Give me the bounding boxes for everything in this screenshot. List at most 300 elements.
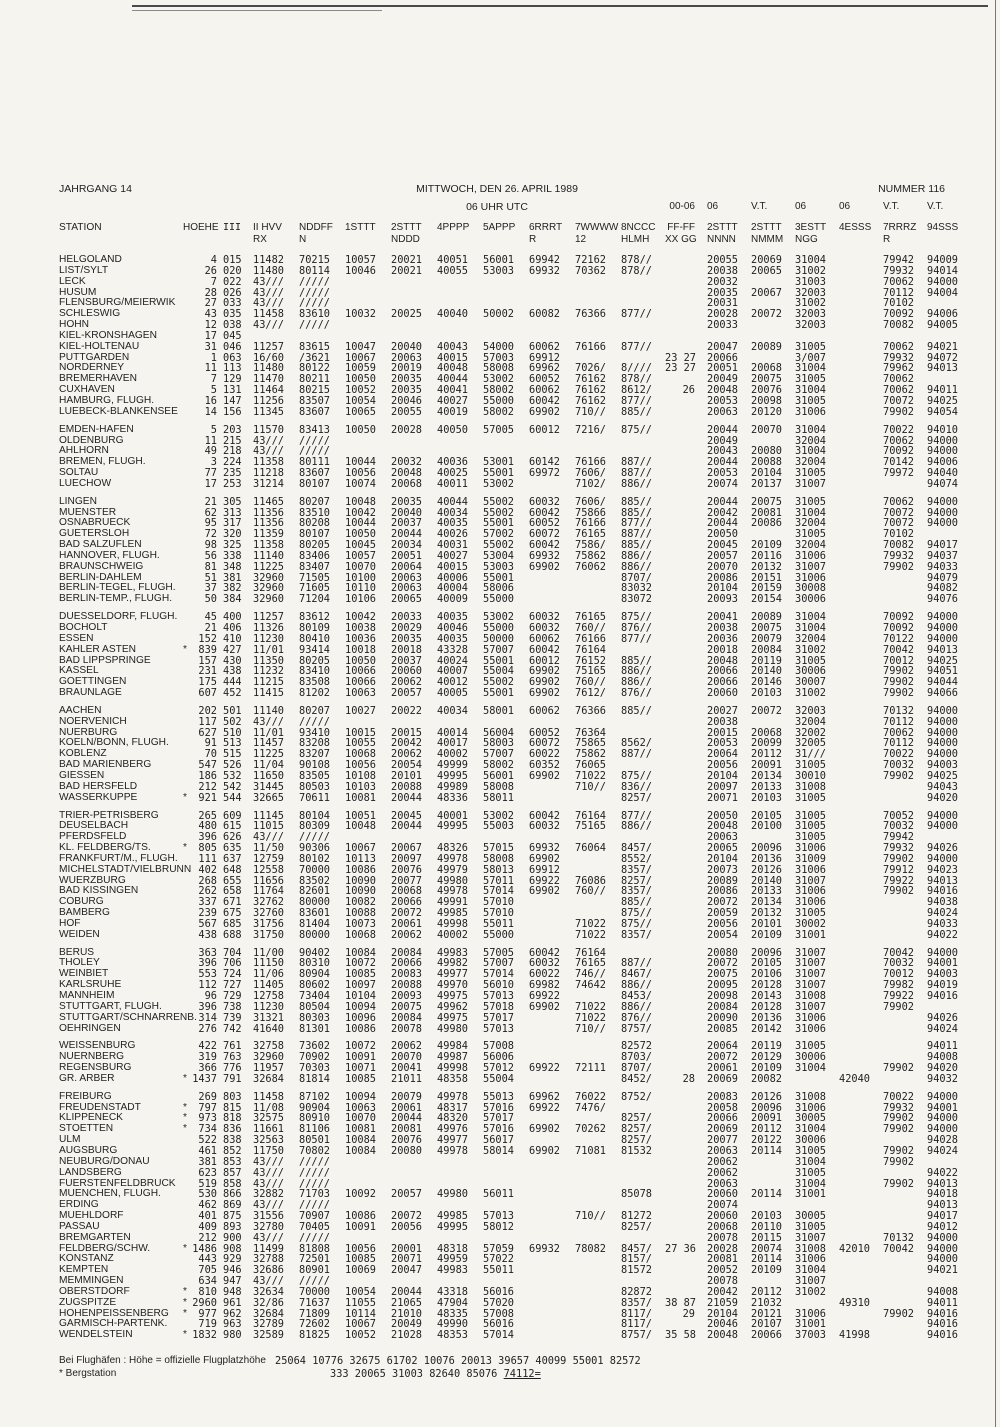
- synop-group: [527, 908, 573, 919]
- synop-group: 10085: [345, 1072, 376, 1085]
- climate-group: 42040: [839, 1072, 870, 1085]
- climate-group: [749, 1157, 793, 1168]
- climate-group: 49310: [839, 1296, 870, 1309]
- table-row: [57, 930, 969, 941]
- synop-group: 40015: [437, 560, 468, 573]
- climate-group: [837, 688, 881, 699]
- climate-group: 79972: [883, 467, 914, 480]
- wind-extreme-group: [665, 991, 705, 1002]
- synop-group: 69902: [529, 676, 560, 689]
- synop-group: 60052: [529, 726, 560, 739]
- code-line-2: [330, 1368, 541, 1380]
- synop-group: [389, 277, 435, 288]
- synop-group: 58008: [483, 852, 514, 865]
- synop-group: 80000: [299, 896, 330, 909]
- climate-group: 31002: [795, 643, 826, 656]
- synop-group: 49970: [437, 979, 468, 992]
- synop-group: 75865: [575, 737, 606, 750]
- station-height: 11: [204, 362, 217, 375]
- synop-group: [389, 1233, 435, 1244]
- climate-group: 20044: [707, 423, 738, 436]
- station-name: WENDELSTEIN: [59, 1329, 133, 1341]
- climate-group: 70062: [883, 434, 914, 447]
- station-name: ERDING: [59, 1199, 99, 1211]
- climate-group: 31006: [795, 1307, 826, 1320]
- synop-group: [435, 1168, 481, 1179]
- wind-extreme-group: [665, 457, 705, 468]
- climate-group: 20077: [707, 1134, 738, 1147]
- synop-group: 31321: [253, 1011, 284, 1024]
- synop-group: [389, 436, 435, 447]
- climate-group: 20122: [751, 1134, 782, 1147]
- wind-extreme-group: [665, 425, 705, 436]
- synop-group: [343, 717, 389, 728]
- climate-group: 20031: [707, 297, 738, 310]
- climate-group: 20038: [707, 715, 738, 728]
- synop-group: [527, 1233, 573, 1244]
- synop-group: 10050: [345, 423, 376, 436]
- station-id: 502: [223, 715, 242, 728]
- synop-group: 49980: [437, 1022, 468, 1035]
- synop-group: 40036: [437, 456, 468, 469]
- climate-group: 70112: [883, 737, 914, 750]
- climate-group: 20114: [751, 1188, 782, 1201]
- bergstation-marker: [183, 1013, 191, 1024]
- climate-group: 94012: [927, 1220, 958, 1233]
- station-name: KIEL-HOLTENAU: [59, 340, 140, 352]
- synop-group: 81808: [299, 1242, 330, 1255]
- climate-group: 20096: [751, 1101, 782, 1114]
- wind-extreme-group: [665, 1103, 705, 1114]
- climate-group: [749, 320, 793, 331]
- table-row: [57, 288, 969, 299]
- climate-group: 20081: [751, 506, 782, 519]
- climate-group: 20143: [751, 990, 782, 1002]
- climate-group: 79912: [883, 863, 914, 876]
- bergstation-marker: [183, 1233, 191, 1244]
- station-height: 719: [198, 1318, 217, 1331]
- climate-group: 94074: [927, 477, 958, 490]
- climate-group: [837, 738, 881, 749]
- climate-group: 31005: [795, 394, 826, 407]
- station-id: 838: [223, 1134, 242, 1147]
- synop-group: 80410: [299, 632, 330, 645]
- col-header-obs-group: II HVV: [253, 222, 282, 233]
- station-name: EMDEN-HAFEN: [59, 423, 134, 435]
- climate-group: [881, 1287, 925, 1298]
- synop-group: 8257/: [621, 1220, 652, 1233]
- climate-group: 94037: [927, 549, 958, 562]
- wind-extreme-group: [665, 1157, 705, 1168]
- climate-group: 70062: [883, 275, 914, 288]
- climate-group: [881, 1189, 925, 1200]
- station-id: 706: [223, 957, 242, 970]
- station-name: BRAUNSCHWEIG: [59, 560, 144, 572]
- synop-group: 80504: [299, 1000, 330, 1013]
- bergstation-marker: [183, 1024, 191, 1035]
- station-name: HANNOVER, FLUGH.: [59, 549, 160, 561]
- bergstation-marker: *: [183, 1112, 187, 1124]
- synop-group: 69902: [529, 665, 560, 678]
- climate-group: 31004: [795, 423, 826, 436]
- table-row: [57, 594, 969, 605]
- col-subheader-obs-group: [343, 234, 389, 246]
- station-name: LINGEN: [59, 495, 97, 507]
- synop-group: 69932: [529, 842, 560, 855]
- synop-group: 56004: [483, 726, 514, 739]
- synop-group: 40011: [437, 477, 468, 490]
- synop-group: [343, 320, 389, 331]
- climate-group: [837, 540, 881, 551]
- synop-group: 20044: [391, 791, 422, 804]
- climate-group: 20119: [751, 1040, 782, 1053]
- climate-group: 32004: [795, 434, 826, 447]
- climate-group: 94000: [927, 275, 958, 288]
- climate-group: 94026: [927, 842, 958, 855]
- synop-group: 58008: [483, 780, 514, 793]
- synop-group: 10056: [345, 1242, 376, 1255]
- bergstation-marker: [183, 908, 191, 919]
- synop-group: 71637: [299, 1296, 330, 1309]
- bergstation-marker: [183, 623, 191, 634]
- station-name: AHLHORN: [59, 445, 109, 457]
- climate-group: 79902: [883, 769, 914, 782]
- station-group: [57, 811, 969, 941]
- station-group: [57, 425, 969, 490]
- synop-group: 83507: [299, 394, 330, 407]
- station-id: 866: [223, 1188, 242, 1201]
- wind-extreme-group: [665, 1146, 705, 1157]
- climate-group: 20136: [751, 852, 782, 865]
- bergstation-marker: [183, 353, 191, 364]
- synop-group: 69902: [529, 769, 560, 782]
- climate-group: 70092: [883, 611, 914, 624]
- station-height: 212: [198, 1231, 217, 1244]
- bergstation-marker: [183, 363, 191, 374]
- synop-group: 10081: [345, 791, 376, 804]
- wind-extreme-group: [665, 1002, 705, 1013]
- table-row: [57, 309, 969, 320]
- bergstation-marker: [183, 583, 191, 594]
- climate-group: 37003: [795, 1329, 826, 1342]
- climate-group: [881, 1211, 925, 1222]
- climate-group: [837, 886, 881, 897]
- synop-group: 10067: [345, 1318, 376, 1331]
- synop-group: 76164: [575, 643, 606, 656]
- climate-group: 20072: [751, 704, 782, 717]
- climate-group: 20032: [707, 275, 738, 288]
- station-height: 409: [198, 1220, 217, 1233]
- synop-group: [481, 717, 527, 728]
- climate-group: [837, 396, 881, 407]
- col-header-obs-group: 1STTT: [345, 222, 376, 233]
- synop-group: 80309: [299, 820, 330, 833]
- synop-group: 885//: [621, 506, 652, 519]
- synop-group: [527, 1041, 573, 1052]
- synop-group: [527, 1319, 573, 1330]
- climate-group: [837, 1024, 881, 1035]
- synop-group: 10084: [345, 946, 376, 959]
- synop-group: 60012: [529, 654, 560, 667]
- synop-group: 12759: [253, 852, 284, 865]
- synop-group: [481, 288, 527, 299]
- station-id: 675: [223, 907, 242, 920]
- synop-group: 760//: [575, 676, 606, 689]
- bergstation-marker: [183, 255, 191, 266]
- synop-group: [343, 277, 389, 288]
- climate-group: 31007: [795, 979, 826, 992]
- synop-group: 40014: [437, 726, 468, 739]
- climate-group: 79902: [883, 1123, 914, 1136]
- synop-group: 58011: [483, 791, 514, 804]
- climate-group: 20028: [707, 1242, 738, 1255]
- col-header-hoehe: HOEHE: [183, 222, 219, 233]
- climate-group: 94017: [927, 539, 958, 552]
- station-id: 022: [223, 275, 242, 288]
- synop-group: [527, 583, 573, 594]
- synop-group: 82572: [621, 1040, 652, 1053]
- station-height: 31: [204, 340, 217, 353]
- synop-group: 83410: [299, 665, 330, 678]
- climate-group: 70112: [883, 286, 914, 299]
- table-row: [57, 688, 969, 699]
- station-name: MANNHEIM: [59, 990, 115, 1001]
- climate-group: 79902: [883, 405, 914, 418]
- bergstation-marker: [183, 562, 191, 573]
- climate-group: 20132: [751, 907, 782, 920]
- station-height: 401: [198, 1210, 217, 1223]
- synop-group: 11482: [253, 254, 284, 266]
- climate-group: 31006: [795, 549, 826, 562]
- wind-extreme-group: 29: [682, 1307, 695, 1320]
- climate-group: 20054: [707, 928, 738, 941]
- climate-group: [837, 1157, 881, 1168]
- synop-group: 57007: [483, 748, 514, 761]
- synop-group: 20062: [391, 1040, 422, 1053]
- climate-group: 31005: [795, 791, 826, 804]
- climate-group: [881, 1265, 925, 1276]
- bergstation-marker: [183, 342, 191, 353]
- synop-group: [573, 573, 619, 584]
- climate-group: 94006: [927, 308, 958, 321]
- climate-group: 20126: [751, 863, 782, 876]
- synop-group: 58002: [483, 759, 514, 772]
- synop-group: 40035: [437, 611, 468, 624]
- climate-group: 79932: [883, 1101, 914, 1114]
- synop-group: [527, 793, 573, 804]
- col-subheader-obs-group: NDDD: [391, 234, 420, 245]
- col-header-obs-group: 7WWWW: [575, 222, 619, 233]
- synop-group: 20070: [391, 1051, 422, 1064]
- wind-extreme-group: [665, 930, 705, 941]
- synop-group: 20072: [391, 907, 422, 920]
- station-name: THOLEY: [59, 957, 100, 969]
- climate-group: 79932: [883, 264, 914, 277]
- climate-group: 94001: [927, 1101, 958, 1114]
- synop-group: 80205: [299, 654, 330, 667]
- climate-group: 94000: [927, 611, 958, 624]
- synop-group: 10103: [345, 780, 376, 793]
- climate-group: 20078: [707, 1231, 738, 1244]
- synop-group: [527, 782, 573, 793]
- climate-group: 31001: [795, 1318, 826, 1331]
- synop-group: 10085: [345, 1253, 376, 1266]
- synop-group: 40002: [437, 748, 468, 761]
- climate-group: [837, 1113, 881, 1124]
- station-height: 553: [198, 968, 217, 981]
- synop-group: 49977: [437, 968, 468, 981]
- station-id: 704: [223, 946, 242, 959]
- station-name: BERLIN-TEMP., FLUGH.: [59, 593, 173, 605]
- station-id: 452: [223, 687, 242, 700]
- scan-edge-top-2: [132, 10, 382, 11]
- synop-group: 11405: [253, 979, 284, 992]
- synop-group: 81825: [299, 1329, 330, 1342]
- synop-group: 43318: [437, 1285, 468, 1298]
- station-name: STUTTGART, FLUGH.: [59, 1000, 162, 1012]
- synop-group: 10044: [345, 456, 376, 469]
- synop-group: /////: [299, 831, 330, 844]
- climate-group: 20044: [707, 517, 738, 530]
- synop-group: 20076: [391, 863, 422, 876]
- synop-group: 877//: [621, 809, 652, 822]
- synop-group: 10068: [345, 928, 376, 941]
- synop-group: 49995: [437, 769, 468, 782]
- synop-group: 20040: [391, 340, 422, 353]
- synop-group: [573, 1179, 619, 1190]
- synop-group: [619, 1233, 665, 1244]
- synop-group: [389, 717, 435, 728]
- climate-group: [837, 677, 881, 688]
- station-id: 015: [223, 254, 242, 266]
- synop-group: 886//: [621, 820, 652, 833]
- synop-group: 886//: [621, 665, 652, 678]
- synop-group: 72501: [299, 1253, 330, 1266]
- synop-group: 40012: [437, 676, 468, 689]
- synop-group: 11232: [253, 665, 284, 678]
- synop-group: 10052: [345, 1329, 376, 1342]
- climate-group: [837, 843, 881, 854]
- climate-group: 94025: [927, 394, 958, 407]
- station-height: 26: [204, 264, 217, 277]
- station-height: 5: [210, 384, 217, 397]
- synop-group: 60032: [529, 495, 560, 508]
- station-name: AACHEN: [59, 704, 102, 716]
- station-id: 908: [223, 1242, 242, 1255]
- synop-group: 10100: [345, 571, 376, 584]
- station-id: 791: [223, 1072, 242, 1085]
- station-id: 836: [223, 1123, 242, 1136]
- col-subheader-climate-group: NGG: [795, 234, 818, 245]
- bergstation-marker: [183, 717, 191, 728]
- synop-group: 55011: [483, 917, 514, 930]
- climate-group: 94051: [927, 665, 958, 678]
- synop-group: 57016: [483, 1123, 514, 1136]
- climate-group: 20041: [707, 611, 738, 624]
- synop-group: 56001: [483, 254, 514, 266]
- station-id: 046: [223, 340, 242, 353]
- climate-group: 21059: [707, 1296, 738, 1309]
- synop-group: 40005: [437, 687, 468, 700]
- synop-group: 11415: [253, 687, 284, 700]
- climate-group: 94040: [927, 467, 958, 480]
- climate-group: 20018: [707, 643, 738, 656]
- synop-group: [573, 594, 619, 605]
- synop-group: 83072: [621, 593, 652, 606]
- climate-group: 20070: [707, 560, 738, 573]
- station-name: NOERVENICH: [59, 715, 127, 727]
- table-row: [57, 1092, 969, 1103]
- climate-group: 79902: [883, 1112, 914, 1125]
- synop-group: 90402: [299, 946, 330, 959]
- climate-group: 20048: [707, 820, 738, 833]
- climate-group: 20066: [751, 1329, 782, 1342]
- climate-group: 94010: [927, 423, 958, 436]
- station-name: BREMEN, FLUGH.: [59, 456, 146, 468]
- synop-group: 32788: [253, 1253, 284, 1266]
- synop-group: 20042: [391, 737, 422, 750]
- synop-group: 32960: [253, 593, 284, 606]
- climate-group: 20082: [751, 1072, 782, 1085]
- station-height: 567: [198, 917, 217, 930]
- wind-extreme-group: [665, 677, 705, 688]
- synop-group: 10066: [345, 665, 376, 678]
- station-id: 313: [223, 506, 242, 519]
- climate-group: 31004: [795, 1177, 826, 1190]
- station-height: 91: [204, 737, 217, 750]
- bergstation-marker: [183, 706, 191, 717]
- synop-group: 20077: [391, 874, 422, 887]
- synop-group: 57015: [483, 842, 514, 855]
- synop-group: 73404: [299, 990, 330, 1002]
- synop-group: 20065: [391, 593, 422, 606]
- synop-group: 10074: [345, 477, 376, 490]
- climate-group: [837, 497, 881, 508]
- station-name: GARMISCH-PARTENK.: [59, 1318, 168, 1330]
- climate-group: 20129: [751, 1051, 782, 1064]
- climate-group: 31004: [795, 254, 826, 266]
- synop-group: 43///: [253, 1177, 284, 1190]
- station-height: 634: [198, 1275, 217, 1288]
- wind-extreme-group: [665, 854, 705, 865]
- synop-group: 10085: [345, 968, 376, 981]
- synop-group: 43///: [253, 1199, 284, 1212]
- station-height: 265: [198, 809, 217, 822]
- synop-group: 11140: [253, 704, 284, 717]
- station-id: 444: [223, 676, 242, 689]
- climate-group: 41998: [839, 1329, 870, 1342]
- climate-group: 20084: [751, 643, 782, 656]
- climate-group: 20103: [751, 687, 782, 700]
- synop-group: 20081: [391, 1123, 422, 1136]
- station-id: 338: [223, 549, 242, 562]
- synop-group: 20066: [391, 896, 422, 909]
- col-header-climate-group: 2STTT: [707, 222, 738, 233]
- synop-group: 32684: [253, 1072, 284, 1085]
- station-name: WEISSENBURG: [59, 1040, 136, 1052]
- station-id: 063: [223, 351, 242, 364]
- station-height: 51: [204, 571, 217, 584]
- col-header-valid-time: V.T.: [927, 201, 944, 212]
- synop-group: 60042: [529, 394, 560, 407]
- climate-group: 94016: [927, 1318, 958, 1331]
- climate-group: 20073: [707, 863, 738, 876]
- synop-group: [527, 717, 573, 728]
- climate-group: 20060: [707, 687, 738, 700]
- wind-extreme-group: [665, 436, 705, 447]
- climate-group: 94072: [927, 351, 958, 364]
- station-height: 157: [198, 654, 217, 667]
